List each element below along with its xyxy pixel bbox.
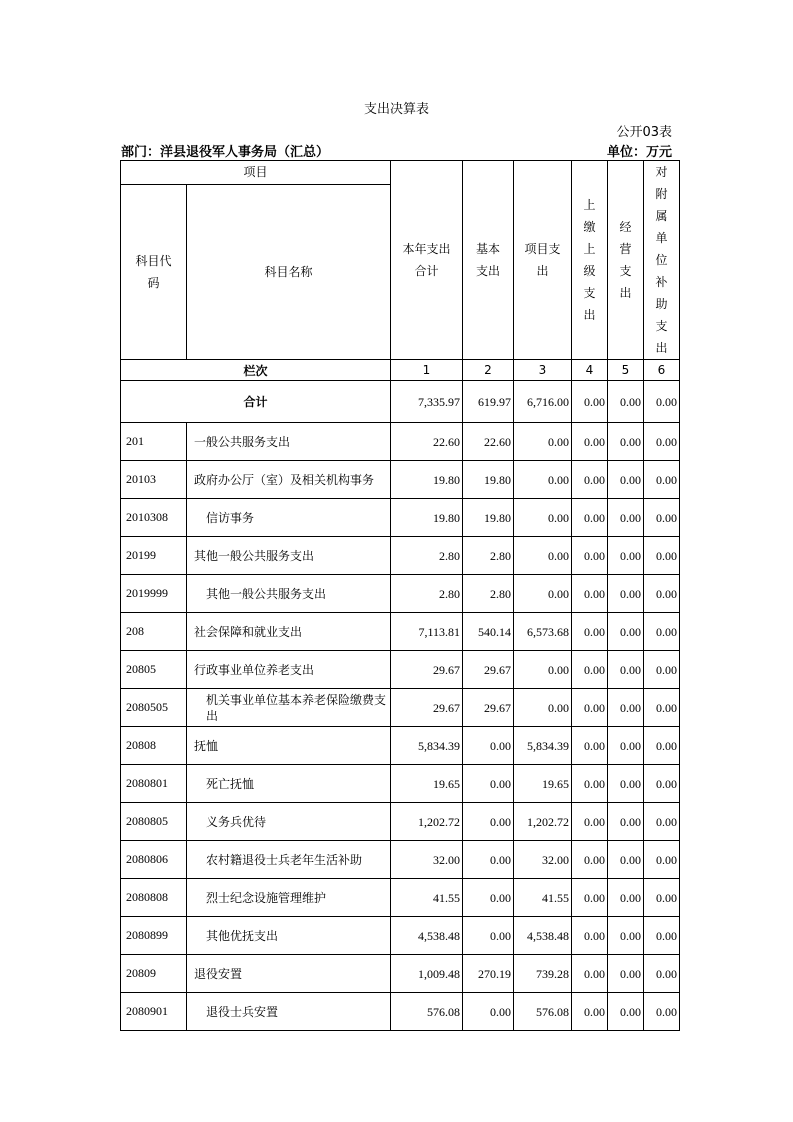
amount-basic: 29.67 [463, 689, 514, 727]
table-row [121, 727, 680, 765]
amount-total: 19.80 [391, 499, 463, 537]
column-index: 3 [514, 360, 572, 381]
amount-upper: 0.00 [572, 993, 608, 1031]
amount-total: 1,009.48 [391, 955, 463, 993]
amount-total: 1,202.72 [391, 803, 463, 841]
amount-upper: 0.00 [572, 955, 608, 993]
department-label: 部门：洋县退役军人事务局（汇总） [121, 145, 330, 160]
amount-total: 29.67 [391, 689, 463, 727]
amount-subsidiary: 0.00 [644, 651, 680, 689]
amount-subsidiary: 0.00 [644, 613, 680, 651]
total-cell: 0.00 [608, 381, 644, 423]
amount-operation: 0.00 [608, 841, 644, 879]
amount-project: 0.00 [514, 575, 572, 613]
subject-code: 20805 [121, 651, 187, 689]
amount-upper: 0.00 [572, 423, 608, 461]
amount-project: 0.00 [514, 423, 572, 461]
amount-operation: 0.00 [608, 537, 644, 575]
amount-operation: 0.00 [608, 993, 644, 1031]
amount-total: 41.55 [391, 879, 463, 917]
amount-project: 0.00 [514, 499, 572, 537]
amount-total: 4,538.48 [391, 917, 463, 955]
amount-upper: 0.00 [572, 879, 608, 917]
amount-basic: 270.19 [463, 955, 514, 993]
amount-project: 739.28 [514, 955, 572, 993]
total-label: 合计 [121, 381, 391, 423]
subject-name: 死亡抚恤 [187, 765, 391, 803]
table-row [121, 537, 680, 575]
subject-name: 烈士纪念设施管理维护 [187, 879, 391, 917]
amount-subsidiary: 0.00 [644, 917, 680, 955]
amount-operation: 0.00 [608, 765, 644, 803]
subject-name: 退役安置 [187, 955, 391, 993]
subject-name: 行政事业单位养老支出 [187, 651, 391, 689]
table-row [121, 575, 680, 613]
table-row [121, 993, 680, 1031]
subject-code: 2080901 [121, 993, 187, 1031]
amount-operation: 0.00 [608, 651, 644, 689]
amount-upper: 0.00 [572, 841, 608, 879]
subject-code: 20809 [121, 955, 187, 993]
amount-subsidiary: 0.00 [644, 955, 680, 993]
amount-operation: 0.00 [608, 499, 644, 537]
subject-code: 2019999 [121, 575, 187, 613]
total-cell: 6,716.00 [514, 381, 572, 423]
amount-operation: 0.00 [608, 955, 644, 993]
header-total: 本年支出合计 [391, 161, 463, 360]
amount-upper: 0.00 [572, 765, 608, 803]
amount-project: 576.08 [514, 993, 572, 1031]
amount-total: 22.60 [391, 423, 463, 461]
subject-code: 2080801 [121, 765, 187, 803]
subject-name: 机关事业单位基本养老保险缴费支出 [187, 689, 391, 727]
subject-code: 20199 [121, 537, 187, 575]
header-upper: 上缴上级支出 [572, 161, 608, 360]
amount-total: 19.65 [391, 765, 463, 803]
amount-project: 0.00 [514, 461, 572, 499]
amount-upper: 0.00 [572, 537, 608, 575]
table-row [121, 955, 680, 993]
header-basic: 基本支出 [463, 161, 514, 360]
column-index: 5 [608, 360, 644, 381]
total-cell: 0.00 [644, 381, 680, 423]
subject-name: 其他一般公共服务支出 [187, 537, 391, 575]
amount-project: 0.00 [514, 689, 572, 727]
total-cell: 7,335.97 [391, 381, 463, 423]
subject-name: 其他优抚支出 [187, 917, 391, 955]
page-title: 支出决算表 [363, 102, 429, 117]
subject-code: 2010308 [121, 499, 187, 537]
amount-basic: 0.00 [463, 765, 514, 803]
column-index: 1 [391, 360, 463, 381]
subject-name: 其他一般公共服务支出 [187, 575, 391, 613]
table-row [121, 879, 680, 917]
amount-upper: 0.00 [572, 651, 608, 689]
amount-project: 32.00 [514, 841, 572, 879]
amount-upper: 0.00 [572, 461, 608, 499]
table-row [121, 917, 680, 955]
header-code: 科目代码 [121, 184, 187, 359]
header-operation: 经营支出 [608, 161, 644, 360]
amount-subsidiary: 0.00 [644, 841, 680, 879]
subject-name: 义务兵优待 [187, 803, 391, 841]
amount-project: 19.65 [514, 765, 572, 803]
column-index: 2 [463, 360, 514, 381]
amount-operation: 0.00 [608, 917, 644, 955]
table-row [121, 765, 680, 803]
amount-operation: 0.00 [608, 575, 644, 613]
table-row [121, 689, 680, 727]
subject-code: 2080899 [121, 917, 187, 955]
header-subsidiary: 对附属单位补助支出 [644, 161, 680, 360]
column-index: 6 [644, 360, 680, 381]
amount-basic: 0.00 [463, 803, 514, 841]
amount-operation: 0.00 [608, 613, 644, 651]
amount-operation: 0.00 [608, 727, 644, 765]
amount-upper: 0.00 [572, 689, 608, 727]
expenditure-table [120, 160, 680, 1031]
subject-name: 信访事务 [187, 499, 391, 537]
amount-subsidiary: 0.00 [644, 727, 680, 765]
amount-subsidiary: 0.00 [644, 689, 680, 727]
total-row [121, 381, 680, 423]
subject-code: 2080505 [121, 689, 187, 727]
table-row [121, 803, 680, 841]
amount-basic: 0.00 [463, 879, 514, 917]
unit-label: 单位：万元 [606, 145, 672, 160]
column-index: 4 [572, 360, 608, 381]
amount-basic: 540.14 [463, 613, 514, 651]
amount-upper: 0.00 [572, 727, 608, 765]
amount-upper: 0.00 [572, 917, 608, 955]
amount-project: 41.55 [514, 879, 572, 917]
amount-subsidiary: 0.00 [644, 993, 680, 1031]
amount-basic: 0.00 [463, 993, 514, 1031]
column-index-label: 栏次 [121, 360, 391, 381]
subject-code: 208 [121, 613, 187, 651]
amount-project: 1,202.72 [514, 803, 572, 841]
table-row [121, 841, 680, 879]
subject-code: 2080808 [121, 879, 187, 917]
subject-code: 20808 [121, 727, 187, 765]
amount-total: 576.08 [391, 993, 463, 1031]
subject-code: 2080805 [121, 803, 187, 841]
amount-subsidiary: 0.00 [644, 537, 680, 575]
subject-name: 农村籍退役士兵老年生活补助 [187, 841, 391, 879]
header-project: 项目 [121, 161, 391, 185]
amount-operation: 0.00 [608, 423, 644, 461]
subject-name: 社会保障和就业支出 [187, 613, 391, 651]
amount-upper: 0.00 [572, 499, 608, 537]
amount-total: 7,113.81 [391, 613, 463, 651]
table-row [121, 461, 680, 499]
amount-project: 0.00 [514, 651, 572, 689]
amount-basic: 2.80 [463, 537, 514, 575]
subject-name: 抚恤 [187, 727, 391, 765]
amount-project: 5,834.39 [514, 727, 572, 765]
amount-basic: 29.67 [463, 651, 514, 689]
amount-basic: 19.80 [463, 461, 514, 499]
amount-basic: 22.60 [463, 423, 514, 461]
subject-code: 2080806 [121, 841, 187, 879]
amount-subsidiary: 0.00 [644, 423, 680, 461]
amount-upper: 0.00 [572, 613, 608, 651]
amount-operation: 0.00 [608, 461, 644, 499]
amount-subsidiary: 0.00 [644, 575, 680, 613]
amount-basic: 0.00 [463, 727, 514, 765]
subject-code: 20103 [121, 461, 187, 499]
amount-subsidiary: 0.00 [644, 879, 680, 917]
amount-subsidiary: 0.00 [644, 461, 680, 499]
amount-upper: 0.00 [572, 803, 608, 841]
amount-operation: 0.00 [608, 689, 644, 727]
amount-total: 19.80 [391, 461, 463, 499]
table-number: 公开03表 [616, 125, 672, 140]
amount-operation: 0.00 [608, 879, 644, 917]
amount-basic: 0.00 [463, 917, 514, 955]
table-row [121, 423, 680, 461]
subject-code: 201 [121, 423, 187, 461]
amount-upper: 0.00 [572, 575, 608, 613]
header-name: 科目名称 [187, 184, 391, 359]
subject-name: 一般公共服务支出 [187, 423, 391, 461]
amount-basic: 0.00 [463, 841, 514, 879]
subject-name: 政府办公厅（室）及相关机构事务 [187, 461, 391, 499]
amount-basic: 19.80 [463, 499, 514, 537]
amount-total: 32.00 [391, 841, 463, 879]
subject-name: 退役士兵安置 [187, 993, 391, 1031]
total-cell: 619.97 [463, 381, 514, 423]
amount-total: 2.80 [391, 575, 463, 613]
table-row [121, 613, 680, 651]
amount-total: 29.67 [391, 651, 463, 689]
table-row [121, 651, 680, 689]
amount-subsidiary: 0.00 [644, 765, 680, 803]
amount-operation: 0.00 [608, 803, 644, 841]
table-row [121, 499, 680, 537]
total-cell: 0.00 [572, 381, 608, 423]
amount-total: 2.80 [391, 537, 463, 575]
amount-project: 0.00 [514, 537, 572, 575]
header-project-expenditure: 项目支出 [514, 161, 572, 360]
amount-subsidiary: 0.00 [644, 803, 680, 841]
amount-total: 5,834.39 [391, 727, 463, 765]
amount-basic: 2.80 [463, 575, 514, 613]
amount-project: 4,538.48 [514, 917, 572, 955]
amount-project: 6,573.68 [514, 613, 572, 651]
amount-subsidiary: 0.00 [644, 499, 680, 537]
